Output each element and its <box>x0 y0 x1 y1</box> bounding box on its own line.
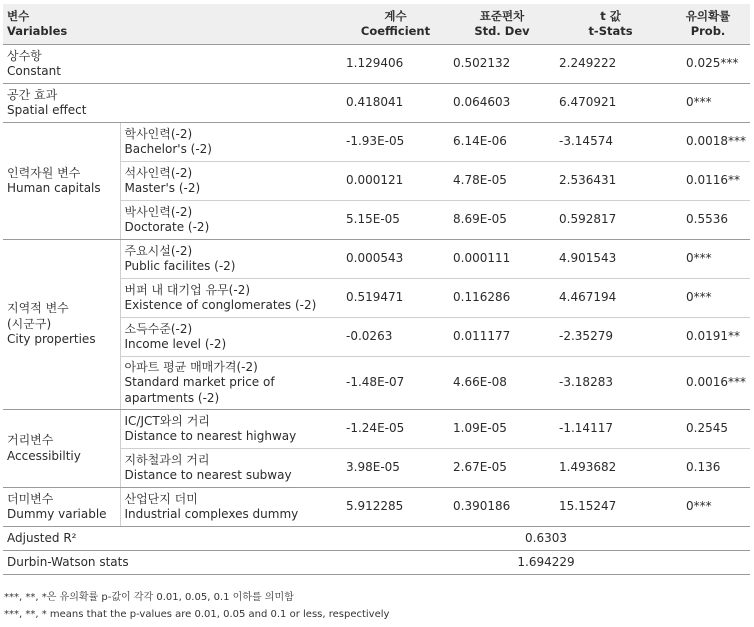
t-cell: -3.18283 <box>555 357 666 410</box>
t-cell: 6.470921 <box>555 84 666 123</box>
std-cell: 0.116286 <box>449 279 555 318</box>
prob-cell: 0.0191** <box>666 318 750 357</box>
group-label: 공간 효과 Spatial effect <box>3 84 342 123</box>
prob-cell: 0.025*** <box>666 45 750 84</box>
std-cell: 4.66E-08 <box>449 357 555 410</box>
t-cell: -2.35279 <box>555 318 666 357</box>
t-cell: 4.901543 <box>555 240 666 279</box>
table-row <box>3 45 750 84</box>
variable-label: 주요시설(-2) Public facilites (-2) <box>120 240 342 279</box>
variable-label: 버퍼 내 대기업 유무(-2) Existence of conglomerates (-2) <box>120 279 342 318</box>
t-cell: -1.14117 <box>555 410 666 449</box>
header-coefficient: 계수 Coefficient <box>342 4 449 45</box>
table-notes <box>4 589 389 623</box>
prob-cell: 0.0116** <box>666 162 750 201</box>
table-row <box>3 488 750 527</box>
std-cell: 2.67E-05 <box>449 449 555 488</box>
note-english: ***, **, * means that the p-values are 0.01, 0.05 and 0.1 or less, respectively <box>4 609 390 620</box>
prob-cell: 0*** <box>666 240 750 279</box>
prob-cell: 0.2545 <box>666 410 750 449</box>
t-cell: 4.467194 <box>555 279 666 318</box>
prob-cell: 0.5536 <box>666 201 750 240</box>
header-prob: 유의확률 Prob. <box>666 4 750 45</box>
coef-cell: -1.93E-05 <box>342 123 449 162</box>
variable-label: 석사인력(-2) Master's (-2) <box>120 162 342 201</box>
table-row <box>3 84 750 123</box>
t-cell: 0.592817 <box>555 201 666 240</box>
coef-cell: -0.0263 <box>342 318 449 357</box>
coef-cell: -1.24E-05 <box>342 410 449 449</box>
header-variables: 변수 Variables <box>3 4 342 45</box>
header-t-stats: t 값 t-Stats <box>555 4 666 45</box>
group-label: 더미변수 Dummy variable <box>3 488 120 527</box>
prob-cell: 0*** <box>666 84 750 123</box>
header-std-dev: 표준편차 Std. Dev <box>449 4 555 45</box>
group-label: 지역적 변수 (시군구) City properties <box>3 240 120 410</box>
std-cell: 0.000111 <box>449 240 555 279</box>
variable-label: 지하철과의 거리 Distance to nearest subway <box>120 449 342 488</box>
std-cell: 0.502132 <box>449 45 555 84</box>
stat-value: 1.694229 <box>342 551 750 575</box>
coef-cell: 0.000543 <box>342 240 449 279</box>
variable-label: 아파트 평균 매매가격(-2) Standard market price of apartments (-2) <box>120 357 342 410</box>
coef-cell: 3.98E-05 <box>342 449 449 488</box>
prob-cell: 0*** <box>666 279 750 318</box>
variable-label: 학사인력(-2) Bachelor's (-2) <box>120 123 342 162</box>
note-korean: ***, **, *은 유의확률 p-값이 각각 0.01, 0.05, 0.1 이하를 의미함 <box>4 592 294 603</box>
stat-value: 0.6303 <box>342 527 750 551</box>
coef-cell: 0.000121 <box>342 162 449 201</box>
group-label: 거리변수 Accessibiltiy <box>3 410 120 488</box>
t-cell: -3.14574 <box>555 123 666 162</box>
regression-results-table <box>3 4 750 575</box>
std-cell: 6.14E-06 <box>449 123 555 162</box>
group-label: 인력자원 변수 Human capitals <box>3 123 120 240</box>
std-cell: 4.78E-05 <box>449 162 555 201</box>
std-cell: 8.69E-05 <box>449 201 555 240</box>
coef-cell: -1.48E-07 <box>342 357 449 410</box>
durbin-watson-row <box>3 551 750 575</box>
coef-cell: 5.15E-05 <box>342 201 449 240</box>
prob-cell: 0.0018*** <box>666 123 750 162</box>
table-row <box>3 240 750 279</box>
stat-label: Adjusted R² <box>3 527 342 551</box>
variable-label: IC/JCT와의 거리 Distance to nearest highway <box>120 410 342 449</box>
std-cell: 0.390186 <box>449 488 555 527</box>
coef-cell: 0.519471 <box>342 279 449 318</box>
std-cell: 1.09E-05 <box>449 410 555 449</box>
std-cell: 0.064603 <box>449 84 555 123</box>
t-cell: 2.249222 <box>555 45 666 84</box>
prob-cell: 0.0016*** <box>666 357 750 410</box>
t-cell: 15.15247 <box>555 488 666 527</box>
prob-cell: 0*** <box>666 488 750 527</box>
coef-cell: 1.129406 <box>342 45 449 84</box>
table-header-row <box>3 4 750 45</box>
adjusted-r2-row <box>3 527 750 551</box>
variable-label: 산업단지 더미 Industrial complexes dummy <box>120 488 342 527</box>
std-cell: 0.011177 <box>449 318 555 357</box>
t-cell: 1.493682 <box>555 449 666 488</box>
prob-cell: 0.136 <box>666 449 750 488</box>
t-cell: 2.536431 <box>555 162 666 201</box>
coef-cell: 0.418041 <box>342 84 449 123</box>
group-label: 상수항 Constant <box>3 45 342 84</box>
coef-cell: 5.912285 <box>342 488 449 527</box>
stat-label: Durbin-Watson stats <box>3 551 342 575</box>
variable-label: 소득수준(-2) Income level (-2) <box>120 318 342 357</box>
variable-label: 박사인력(-2) Doctorate (-2) <box>120 201 342 240</box>
table-row <box>3 123 750 162</box>
table-row <box>3 410 750 449</box>
